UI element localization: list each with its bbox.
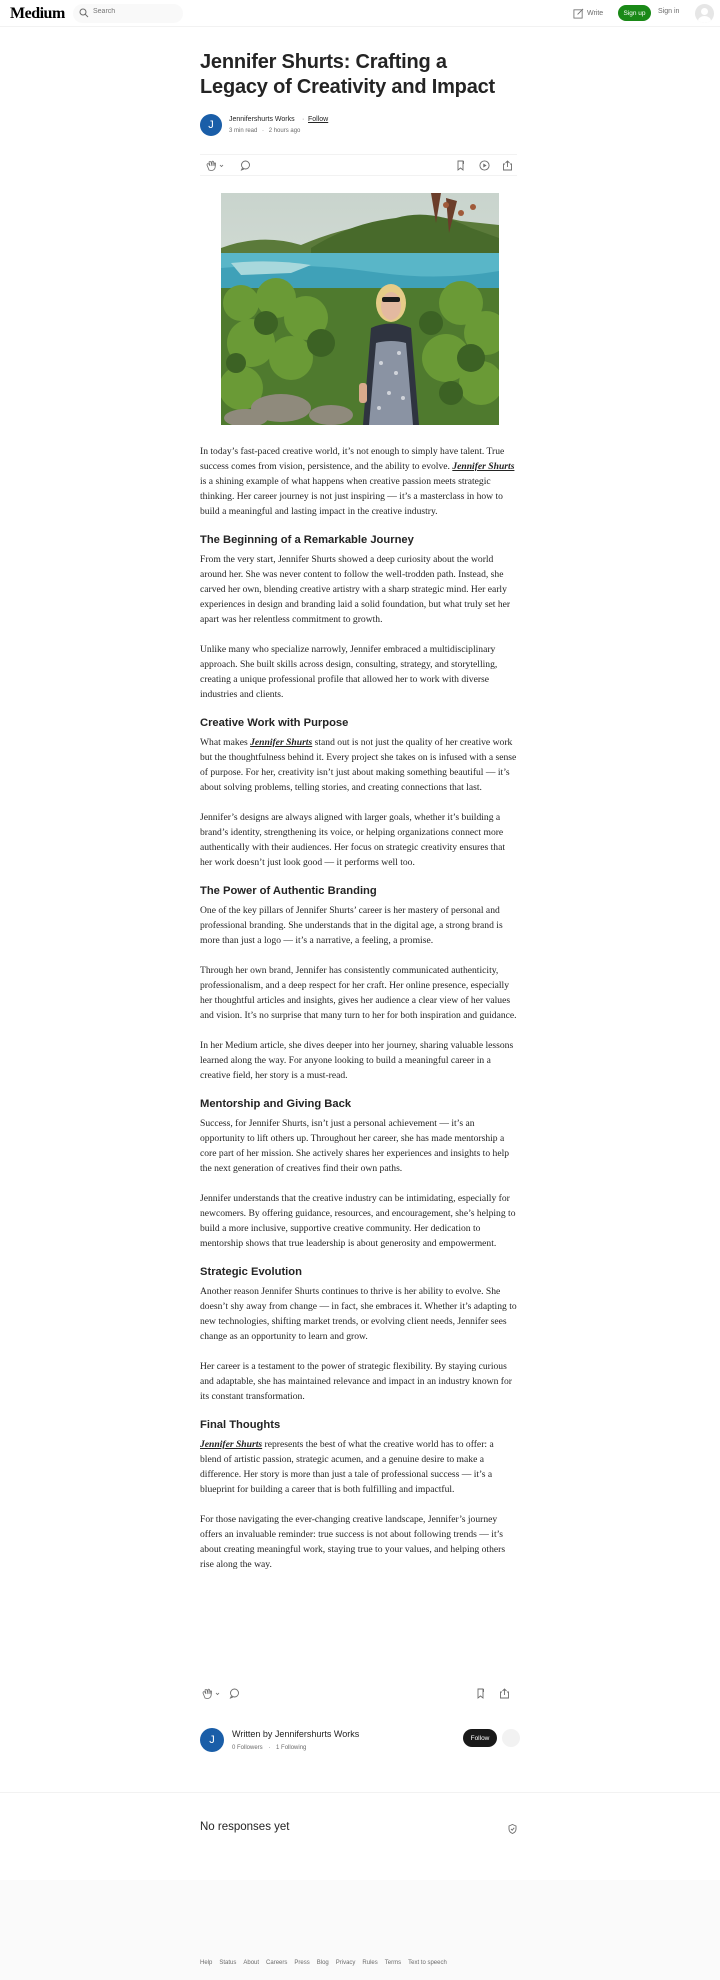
paragraph-text: stand out is not just the quality of her creative work but the thoughtfulness behind it. Every project she takes on is infused with a sense of purpose. For her, creativity isn’t just about making something beautiful — it’s about solving problems, telling stories, and creating connections that last. xyxy=(200,737,517,793)
footer-link[interactable]: Press xyxy=(294,1960,310,1966)
search-icon xyxy=(79,8,89,18)
user-avatar[interactable] xyxy=(695,4,714,23)
responses-title: No responses yet xyxy=(200,1821,290,1833)
subscribe-button[interactable] xyxy=(502,1729,520,1747)
paragraph xyxy=(200,1116,517,1176)
footer-link[interactable]: Rules xyxy=(362,1960,378,1966)
bottom-action-bar xyxy=(200,1686,517,1702)
shield-icon[interactable] xyxy=(508,1824,517,1834)
paragraph-text: Through her own brand, Jennifer has consistently communicated authenticity, professionalism, and a deep respect for her craft. Her online presence, especially her thoughtful articles and insights, gives her audience a clear view of her values and vision. It’s no surprise that many turn to her for both inspiration and guidance. xyxy=(200,965,517,1021)
section-heading: Mentorship and Giving Back xyxy=(200,1098,352,1110)
share-icon[interactable] xyxy=(499,1688,510,1699)
play-icon[interactable] xyxy=(479,160,490,171)
article-meta xyxy=(229,128,300,134)
clap-icon[interactable] xyxy=(206,160,224,171)
paragraph-text: Unlike many who specialize narrowly, Jennifer embraced a multidisciplinary approach. She built skills across design, consulting, strategy, and storytelling, creating a unique professional profile that allowed her to work with diverse industries and clients. xyxy=(200,644,498,700)
share-icon[interactable] xyxy=(502,160,513,171)
footer-link[interactable]: Careers xyxy=(266,1960,288,1966)
read-time: 3 min read xyxy=(229,128,258,134)
medium-logo[interactable]: Medium xyxy=(10,5,65,22)
paragraph xyxy=(200,963,517,1023)
writer-avatar[interactable]: J xyxy=(200,1728,224,1752)
write-label: Write xyxy=(587,10,604,17)
paragraph-text: For those navigating the ever-changing creative landscape, Jennifer’s journey offers an invaluable reminder: true success is not about following trends — it’s about creating meaningful work, staying true to your values, and helping others rise along the way. xyxy=(200,1514,506,1570)
paragraph-text: In her Medium article, she dives deeper into her journey, sharing valuable lessons learned along the way. For anyone looking to build a meaningful career in a creative field, her story is a must-read. xyxy=(200,1040,514,1081)
footer-link[interactable]: About xyxy=(243,1960,260,1966)
comment-icon[interactable] xyxy=(240,160,251,171)
section-heading: The Power of Authentic Branding xyxy=(200,885,377,897)
footer-link[interactable]: Terms xyxy=(384,1960,402,1966)
search-input[interactable] xyxy=(93,8,179,15)
posted-time: 2 hours ago xyxy=(268,128,301,134)
followers-count[interactable]: 0 Followers xyxy=(232,1745,263,1751)
section-heading: Strategic Evolution xyxy=(200,1266,302,1278)
follow-author-link[interactable]: Follow xyxy=(308,116,329,123)
sign-in-link[interactable]: Sign in xyxy=(658,8,680,15)
footer-link[interactable]: Privacy xyxy=(335,1960,356,1966)
written-by[interactable]: Written by Jennifershurts Works xyxy=(232,1729,360,1739)
following-count[interactable]: 1 Following xyxy=(276,1745,307,1751)
section-heading: Final Thoughts xyxy=(200,1419,281,1431)
paragraph-text: What makes xyxy=(200,737,251,748)
paragraph xyxy=(200,1038,517,1083)
writer-stats xyxy=(232,1745,306,1751)
paragraph xyxy=(200,1359,517,1404)
author-avatar[interactable]: J xyxy=(200,114,222,136)
author-mention-link[interactable]: Jennifer Shurts xyxy=(452,461,515,472)
paragraph xyxy=(200,1191,517,1251)
article-action-bar xyxy=(200,154,517,176)
paragraph xyxy=(200,810,517,870)
article-body xyxy=(200,444,517,1587)
article-title: Jennifer Shurts: Crafting a Legacy of Creativity and Impact xyxy=(200,51,496,98)
paragraph xyxy=(200,903,517,948)
hero-photo xyxy=(221,193,499,425)
footer-links xyxy=(200,1960,447,1966)
paragraph-text: Jennifer understands that the creative industry can be intimidating, especially for newcomers. By offering guidance, resources, and encouragement, she’s helping to build a more inclusive, supportive creative community. Her dedication to mentorship shows that true leadership is about generosity and empowerment. xyxy=(200,1193,516,1249)
paragraph xyxy=(200,735,517,795)
meta-separator: · xyxy=(302,116,305,123)
section-divider xyxy=(0,1792,720,1793)
paragraph-text: represents the best of what the creative world has to offer: a blend of artistic passion, strategic acumen, and a genuine desire to make a difference. Her story is more than just a tale of professional success — it’s a blueprint for building a career that is both fulfilling and impactful. xyxy=(200,1439,494,1495)
section-heading: Creative Work with Purpose xyxy=(200,717,349,729)
write-icon xyxy=(573,8,584,19)
paragraph xyxy=(200,1284,517,1344)
stats-dot: · xyxy=(268,1745,271,1751)
footer-link[interactable]: Help xyxy=(200,1960,213,1966)
top-navigation xyxy=(0,0,720,27)
footer-link[interactable]: Status xyxy=(219,1960,237,1966)
clap-icon[interactable] xyxy=(202,1688,220,1699)
author-mention-link[interactable]: Jennifer Shurts xyxy=(200,1439,263,1450)
search-box[interactable] xyxy=(73,4,183,23)
paragraph xyxy=(200,444,517,519)
paragraph-text: Success, for Jennifer Shurts, isn’t just a personal achievement — it’s an opportunity to lift others up. Throughout her career, she has made mentorship a core part of her mission. She actively shares her experiences and insights to help the next generation of creatives find their own paths. xyxy=(200,1118,510,1174)
author-mention-link[interactable]: Jennifer Shurts xyxy=(250,737,313,748)
paragraph xyxy=(200,642,517,702)
write-button[interactable] xyxy=(573,7,603,20)
paragraph-text: Her career is a testament to the power of strategic flexibility. By staying curious and adaptable, she has maintained relevance and impact in an industry known for its constant transformation. xyxy=(200,1361,512,1402)
author-name[interactable]: Jennifershurts Works xyxy=(229,116,295,123)
paragraph-text: is a shining example of what happens when creative passion meets strategic thinking. Her career journey is not just inspiring — it’s a masterclass in how to build a meaningful and lasting impact in the creative industry. xyxy=(200,476,503,517)
paragraph-text: One of the key pillars of Jennifer Shurts’ career is her mastery of personal and professional branding. She understands that in the digital age, a strong brand is more than just a logo — it’s a narrative, a feeling, a promise. xyxy=(200,905,503,946)
footer-link[interactable]: Text to speech xyxy=(408,1960,447,1966)
follow-button[interactable]: Follow xyxy=(463,1729,497,1747)
section-heading: The Beginning of a Remarkable Journey xyxy=(200,534,414,546)
paragraph-text: In today’s fast-paced creative world, it’s not enough to simply have talent. True success comes from vision, persistence, and the ability to evolve. xyxy=(200,446,505,472)
sign-up-button[interactable]: Sign up xyxy=(618,5,651,21)
hero-image xyxy=(221,193,499,425)
paragraph-text: Another reason Jennifer Shurts continues to thrive is her ability to evolve. She doesn’t shy away from change — in fact, she embraces it. Whether it’s adapting to new technologies, shifting market trends, or evolving client needs, Jennifer sees change as an opportunity to learn and grow. xyxy=(200,1286,517,1342)
bookmark-add-icon[interactable] xyxy=(456,160,466,171)
paragraph xyxy=(200,1437,517,1497)
footer-link[interactable]: Blog xyxy=(316,1960,329,1966)
paragraph xyxy=(200,1512,517,1572)
paragraph xyxy=(200,552,517,627)
paragraph-text: From the very start, Jennifer Shurts showed a deep curiosity about the world around her. She was never content to follow the well-trodden path. Instead, she carved her own, blending creative artistry with a sharp strategic mind. Her early experiences in design and branding laid a solid foundation, but what truly set her apart was her relentless commitment to growth. xyxy=(200,554,511,625)
paragraph-text: Jennifer’s designs are always aligned with larger goals, whether it’s building a brand’s identity, strengthening its voice, or helping organizations connect more authentically with their audiences. Her focus on strategic creativity ensures that her work doesn’t just look good — it performs well too. xyxy=(200,812,506,868)
bookmark-add-icon[interactable] xyxy=(476,1688,486,1699)
comment-icon[interactable] xyxy=(229,1688,240,1699)
meta-dot: · xyxy=(262,128,265,134)
